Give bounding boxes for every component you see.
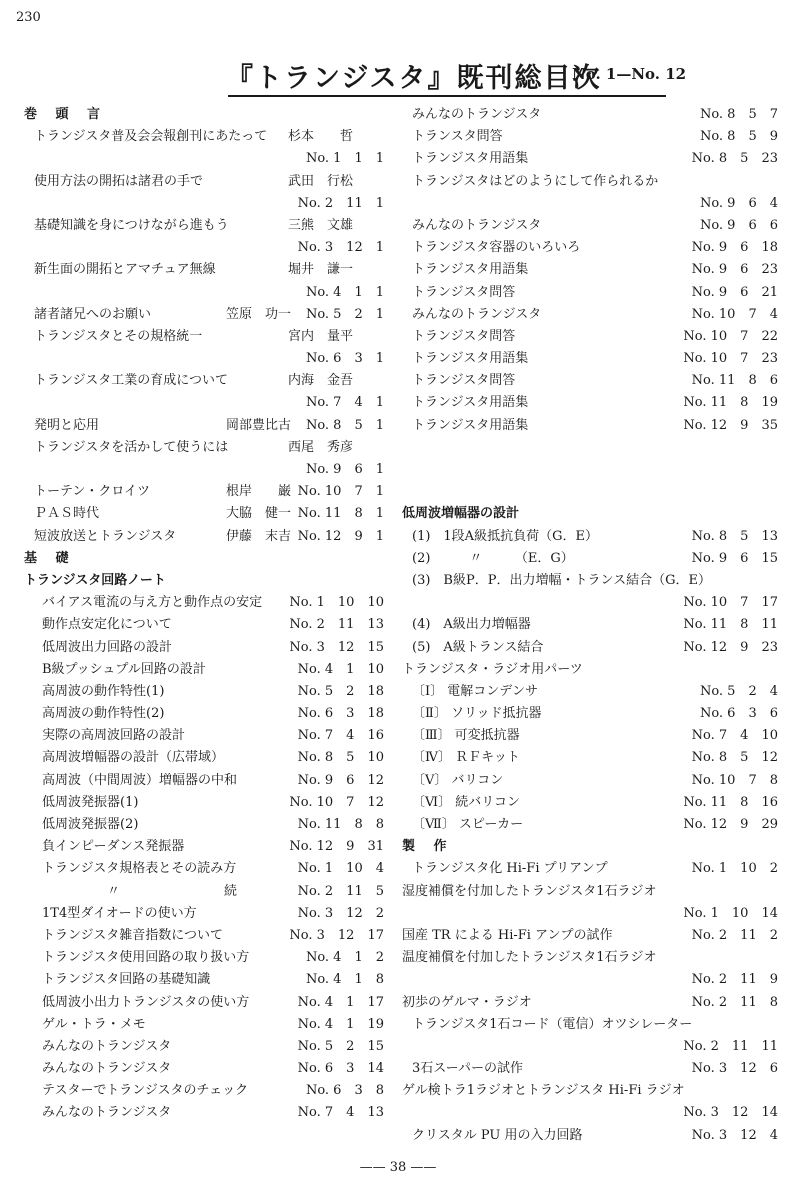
index-entry: [402, 1125, 778, 1147]
entry-title: (1) 1段A級抵抗負荷（G．E）: [412, 528, 598, 544]
entry-title: (3) B級P．P．出力増幅・トランス結合（G．E）: [412, 572, 711, 588]
entry-issue-ref: No. 11 8 19: [683, 395, 778, 411]
index-entry: [24, 969, 384, 991]
section-heading-text: 基 礎: [24, 550, 76, 566]
index-entry: [402, 415, 778, 437]
entry-issue-ref: No. 2 11 5: [297, 883, 384, 899]
entry-title: トランジスタ用語集: [412, 395, 529, 411]
blank-row: [402, 437, 778, 459]
entry-issue-ref: No. 11 8 16: [683, 794, 778, 810]
entry-issue-ref: No. 1 10 10: [289, 595, 384, 611]
entry-title: 湿度補償を付加したトランジスタ1石ラジオ: [402, 883, 657, 899]
entry-issue-ref: No. 5 2 15: [297, 1038, 384, 1054]
entry-title: トランジスタ問答: [412, 328, 516, 344]
entry-title: トランジスタ用語集: [412, 151, 529, 167]
entry-issue-ref: No. 9 6 21: [691, 284, 778, 300]
entry-title: 〔Ⅵ〕 続バリコン: [412, 794, 520, 810]
index-entry: [402, 881, 778, 903]
index-entry: [24, 326, 384, 348]
index-entry: [24, 881, 384, 903]
entry-title: 初歩のゲルマ・ラジオ: [402, 994, 532, 1010]
index-entry: [24, 592, 384, 614]
entry-issue-ref: No. 3 12 1: [297, 240, 384, 256]
index-entry: [402, 1036, 778, 1058]
index-entry: [402, 1014, 778, 1036]
entry-title: バイアス電流の与え方と動作点の安定: [42, 595, 263, 611]
title-main: 『トランジスタ』既刊総目次: [226, 63, 602, 94]
entry-title: クリスタル PU 用の入力回路: [412, 1127, 583, 1143]
index-entry: [402, 637, 778, 659]
index-entry: [24, 415, 384, 437]
index-entry: [24, 792, 384, 814]
entry-author: 内海 金吾: [288, 373, 354, 389]
entry-title: 〔Ⅶ〕 スピーカー: [412, 817, 524, 832]
index-entry: [24, 1102, 384, 1124]
index-entry: [402, 969, 778, 991]
index-entry: [24, 1036, 384, 1058]
entry-title: 国産 TR による Hi-Fi アンプの試作: [402, 927, 613, 943]
entry-title: 実際の高周波回路の設計: [42, 728, 186, 744]
entry-issue-ref: No. 2 11 13: [289, 617, 384, 633]
entry-issue-ref: No. 9 6 12: [297, 772, 384, 788]
entry-author: 岡部豊比古: [226, 417, 292, 433]
index-entry: [24, 1058, 384, 1080]
entry-issue-ref: No. 10 7 22: [683, 328, 778, 344]
entry-issue-ref: No. 7 4 13: [297, 1105, 384, 1121]
entry-title: トーテン・クロイツ: [34, 484, 150, 500]
entry-issue-ref: No. 4 1 17: [297, 994, 384, 1010]
entry-issue-ref: No. 8 5 7: [699, 107, 778, 122]
entry-title: (4) A級出力増幅器: [412, 617, 531, 633]
title-issue-range: No. 1—No. 12: [572, 65, 687, 83]
entry-author: 三熊 文雄: [288, 217, 354, 233]
entry-title: トランジスタ雑音指数について: [42, 927, 224, 943]
index-entry: [402, 792, 778, 814]
entry-author: 武田 行松: [288, 173, 354, 189]
entry-issue-ref: No. 3 12 6: [691, 1061, 778, 1077]
entry-issue-ref: No. 1 10 2: [691, 861, 778, 877]
entry-title: 3石スーパーの試作: [412, 1061, 523, 1077]
index-entry: [402, 681, 778, 703]
section-heading: [24, 548, 384, 570]
index-entry: [402, 725, 778, 747]
entry-title: トランジスタ回路の基礎知識: [42, 972, 211, 988]
entry-issue-ref: No. 3 12 2: [297, 905, 384, 921]
index-entry: [402, 304, 778, 326]
entry-title: 〔Ⅱ〕 ソリッド抵抗器: [412, 706, 542, 722]
entry-issue-ref: No. 4 1 2: [305, 950, 384, 966]
entry-title: 〔Ⅴ〕 バリコン: [412, 772, 504, 788]
entry-issue-ref: No. 11 8 8: [297, 817, 384, 832]
entry-author: 根岸 巌: [226, 484, 292, 500]
subsection-heading: [402, 503, 778, 525]
entry-title: 基礎知識を身につけながら進もう: [34, 217, 229, 233]
index-entry: [402, 348, 778, 370]
entry-title: B級プッシュプル回路の設計: [42, 661, 206, 677]
entry-issue-ref: No. 1 10 4: [297, 861, 384, 877]
entry-issue-ref: No. 4 1 19: [297, 1016, 384, 1032]
index-entry: [24, 193, 384, 215]
entry-title: 温度補償を付加したトランジスタ1石ラジオ: [402, 950, 657, 966]
entry-issue-ref: No. 2 11 8: [691, 994, 778, 1010]
index-entry: [402, 193, 778, 215]
index-entry: [402, 703, 778, 725]
entry-issue-ref: No. 10 7 4: [691, 306, 778, 322]
entry-title: 〔Ⅰ〕 電解コンデンサ: [412, 683, 539, 699]
subsection-heading-text: トランジスタ回路ノート: [24, 572, 166, 588]
blank-row: [402, 459, 778, 481]
entry-issue-ref: No. 3 12 15: [289, 639, 384, 655]
entry-title: 高周波増幅器の設計（広帯域）: [42, 750, 225, 766]
entry-title: トランジスタとその規格統一: [34, 328, 203, 344]
entry-title: トランジスタ規格表とその読み方: [42, 861, 237, 877]
entry-title: トランジスタ工業の育成について: [34, 373, 229, 389]
index-entry: [402, 992, 778, 1014]
index-entry: [24, 437, 384, 459]
subsection-heading-text: 低周波増幅器の設計: [402, 506, 520, 522]
index-entry: [24, 526, 384, 548]
entry-title: (5) A級トランス結合: [412, 639, 544, 655]
index-entry: [402, 126, 778, 148]
index-entry: [24, 392, 384, 414]
entry-title: トランジスタ用語集: [412, 417, 529, 433]
entry-title: ゲル検トラ1ラジオとトランジスタ Hi-Fi ラジオ: [402, 1083, 685, 1099]
index-entry: [402, 1080, 778, 1102]
entry-issue-ref: No. 9 6 4: [699, 195, 778, 211]
right-column: [402, 104, 778, 1147]
entry-title: ＰＡＳ時代: [34, 506, 100, 522]
index-entry: [402, 903, 778, 925]
entry-issue-ref: No. 8 5 10: [297, 750, 384, 766]
index-entry: [24, 370, 384, 392]
entry-author: 杉本 哲: [288, 129, 354, 145]
entry-title: 短波放送とトランジスタ: [34, 528, 177, 544]
entry-author: 笠原 功一: [226, 306, 292, 322]
entry-title: 動作点安定化について: [42, 617, 172, 633]
index-entry: [402, 1058, 778, 1080]
entry-author: 大脇 健一: [226, 506, 292, 522]
entry-issue-ref: No. 3 12 17: [289, 927, 384, 943]
section-heading: [24, 104, 384, 126]
index-entry: [24, 215, 384, 237]
subsection-heading: [24, 570, 384, 592]
index-entry: [24, 282, 384, 304]
entry-issue-ref: No. 5 2 1: [305, 306, 384, 322]
entry-title: みんなのトランジスタ: [42, 1105, 172, 1121]
index-entry: [402, 215, 778, 237]
index-entry: [402, 548, 778, 570]
entry-title: トランジスタ容器のいろいろ: [412, 240, 581, 256]
index-entry: [24, 747, 384, 769]
entry-title: 低周波発振器(2): [42, 817, 139, 832]
entry-issue-ref: No. 8 5 23: [691, 151, 778, 167]
entry-issue-ref: No. 8 5 13: [691, 528, 778, 544]
page-title: [226, 56, 687, 96]
entry-title: 高周波の動作特性(2): [42, 706, 165, 722]
entry-issue-ref: No. 6 3 8: [305, 1083, 384, 1099]
index-entry: [402, 592, 778, 614]
index-entry: [402, 370, 778, 392]
index-entry: [24, 925, 384, 947]
entry-author: 西尾 秀彦: [288, 439, 354, 455]
entry-title: トランジスタを活かして使うには: [34, 439, 229, 455]
section-heading-text: 製 作: [402, 839, 454, 855]
entry-title: (2) 〃 （E．G）: [412, 550, 574, 566]
index-entry: [402, 282, 778, 304]
index-entry: [402, 171, 778, 193]
index-entry: [24, 814, 384, 836]
index-entry: [24, 770, 384, 792]
entry-title: トランスタ問答: [412, 129, 503, 145]
index-entry: [24, 481, 384, 503]
index-entry: [24, 126, 384, 148]
entry-issue-ref: No. 10 7 17: [683, 595, 778, 611]
entry-title: みんなのトランジスタ: [412, 306, 542, 322]
entry-title: トランジスタ用語集: [412, 351, 529, 367]
index-entry: [24, 237, 384, 259]
entry-title: みんなのトランジスタ: [412, 107, 542, 122]
entry-issue-ref: No. 10 7 12: [289, 794, 384, 810]
entry-issue-ref: No. 10 7 8: [691, 772, 778, 788]
entry-title: 使用方法の開拓は諸君の手で: [34, 173, 204, 189]
entry-issue-ref: No. 12 9 1: [297, 528, 384, 544]
section-heading: [402, 836, 778, 858]
entry-title: トランジスタはどのようにして作られるか: [412, 173, 659, 189]
entry-issue-ref: No. 6 3 1: [305, 351, 384, 367]
entry-title: 高周波の動作特性(1): [42, 683, 165, 699]
entry-title: 高周波（中間周波）増幅器の中和: [42, 772, 238, 788]
entry-issue-ref: No. 12 9 23: [683, 639, 778, 655]
index-entry: [402, 925, 778, 947]
entry-title: トランジスタ1石コード（電信）オツシレーター: [412, 1016, 693, 1032]
entry-author: 宮内 量平: [288, 328, 354, 344]
index-entry: [24, 614, 384, 636]
entry-issue-ref: No. 12 9 35: [683, 417, 778, 433]
index-entry: [402, 947, 778, 969]
entry-title: 〃 続: [42, 883, 238, 899]
entry-issue-ref: No. 6 3 14: [297, 1061, 384, 1077]
entry-issue-ref: No. 2 11 2: [691, 927, 778, 943]
entry-title: トランジスタ問答: [412, 373, 516, 389]
index-entry: [402, 770, 778, 792]
entry-title: テスターでトランジスタのチェック: [42, 1083, 249, 1099]
entry-issue-ref: No. 6 3 6: [699, 706, 778, 722]
index-entry: [24, 259, 384, 281]
index-entry: [402, 104, 778, 126]
index-entry: [402, 570, 778, 592]
index-entry: [24, 1080, 384, 1102]
index-entry: [402, 237, 778, 259]
entry-issue-ref: No. 7 4 10: [691, 728, 778, 744]
entry-issue-ref: No. 7 4 1: [305, 395, 384, 411]
page-footer-number: —— 38 ——: [359, 1160, 437, 1175]
index-entry: [24, 637, 384, 659]
entry-issue-ref: No. 5 2 18: [297, 683, 384, 699]
index-entry: [402, 858, 778, 880]
entry-issue-ref: No. 9 6 6: [699, 217, 778, 233]
entry-issue-ref: No. 4 1 1: [305, 284, 384, 300]
index-entry: [24, 304, 384, 326]
entry-issue-ref: No. 8 5 12: [691, 750, 778, 766]
entry-title: 低周波発振器(1): [42, 794, 139, 810]
entry-issue-ref: No. 1 1 1: [305, 151, 384, 167]
index-entry: [24, 858, 384, 880]
index-entry: [24, 148, 384, 170]
entry-title: 低周波出力回路の設計: [42, 639, 173, 655]
entry-issue-ref: No. 7 4 16: [297, 728, 384, 744]
entry-issue-ref: No. 4 1 8: [305, 972, 384, 988]
index-entry: [402, 259, 778, 281]
left-column: [24, 104, 384, 1125]
index-entry: [24, 703, 384, 725]
entry-title: ゲル・トラ・メモ: [42, 1016, 146, 1032]
section-heading-text: 巻 頭 言: [24, 107, 108, 122]
entry-issue-ref: No. 2 11 1: [297, 195, 384, 211]
entry-author: 堀井 謙一: [288, 262, 354, 278]
index-entry: [24, 503, 384, 525]
entry-issue-ref: No. 5 2 4: [699, 683, 778, 699]
subsection-heading: [402, 659, 778, 681]
index-entry: [24, 836, 384, 858]
entry-issue-ref: No. 9 6 18: [691, 240, 778, 256]
subsection-heading-text: トランジスタ・ラジオ用パーツ: [402, 661, 583, 677]
index-entry: [24, 1014, 384, 1036]
index-entry: [402, 148, 778, 170]
entry-issue-ref: No. 12 9 29: [683, 817, 778, 832]
entry-issue-ref: No. 3 12 4: [691, 1127, 778, 1143]
entry-issue-ref: No. 9 6 23: [691, 262, 778, 278]
entry-title: 1T4型ダイオードの使い方: [42, 905, 197, 921]
index-entry: [24, 171, 384, 193]
index-entry: [402, 747, 778, 769]
index-entry: [402, 526, 778, 548]
entry-issue-ref: No. 6 3 18: [297, 706, 384, 722]
index-entry: [24, 725, 384, 747]
entry-issue-ref: No. 4 1 10: [297, 661, 384, 677]
entry-issue-ref: No. 9 6 1: [305, 462, 384, 477]
index-entry: [24, 659, 384, 681]
entry-issue-ref: No. 12 9 31: [289, 839, 384, 855]
entry-title: みんなのトランジスタ: [42, 1061, 172, 1077]
entry-issue-ref: No. 1 10 14: [683, 905, 778, 921]
index-entry: [24, 681, 384, 703]
entry-title: 発明と応用: [34, 417, 100, 433]
entry-issue-ref: No. 8 5 1: [305, 417, 384, 433]
entry-issue-ref: No. 2 11 11: [683, 1038, 778, 1054]
title-underline: [228, 95, 666, 97]
entry-issue-ref: No. 10 7 23: [683, 351, 778, 367]
index-entry: [24, 947, 384, 969]
entry-title: 低周波小出力トランジスタの使い方: [42, 994, 250, 1010]
entry-title: トランジスタ問答: [412, 284, 516, 300]
index-entry: [402, 326, 778, 348]
blank-row: [402, 481, 778, 503]
entry-title: 負インピーダンス発振器: [42, 839, 185, 855]
entry-issue-ref: No. 11 8 1: [297, 506, 384, 522]
index-entry: [24, 459, 384, 481]
entry-title: 〔Ⅲ〕 可変抵抗器: [412, 728, 520, 744]
index-entry: [24, 903, 384, 925]
index-entry: [402, 1102, 778, 1124]
index-entry: [402, 614, 778, 636]
entry-title: 諸者諸兄へのお願い: [34, 306, 152, 322]
entry-issue-ref: No. 11 8 6: [691, 373, 778, 389]
entry-title: 新生面の開拓とアマチュア無線: [34, 262, 216, 278]
entry-issue-ref: No. 11 8 11: [683, 617, 778, 633]
entry-issue-ref: No. 8 5 9: [699, 129, 778, 145]
entry-issue-ref: No. 3 12 14: [683, 1105, 778, 1121]
entry-title: トランジスタ普及会会報創刊にあたって: [34, 129, 268, 145]
index-entry: [402, 392, 778, 414]
entry-title: トランジスタ使用回路の取り扱い方: [42, 950, 250, 966]
entry-title: トランジスタ用語集: [412, 262, 529, 278]
index-entry: [402, 814, 778, 836]
entry-author: 伊藤 末吉: [226, 528, 292, 544]
page-corner-number: 230: [16, 10, 41, 25]
entry-issue-ref: No. 9 6 15: [691, 550, 778, 566]
entry-title: 〔Ⅳ〕 ＲＦキット: [412, 750, 520, 766]
index-entry: [24, 348, 384, 370]
entry-title: みんなのトランジスタ: [412, 217, 542, 233]
entry-issue-ref: No. 10 7 1: [297, 484, 384, 500]
entry-issue-ref: No. 2 11 9: [691, 972, 778, 988]
index-entry: [24, 992, 384, 1014]
entry-title: みんなのトランジスタ: [42, 1038, 172, 1054]
entry-title: トランジスタ化 Hi-Fi プリアンプ: [412, 861, 608, 877]
